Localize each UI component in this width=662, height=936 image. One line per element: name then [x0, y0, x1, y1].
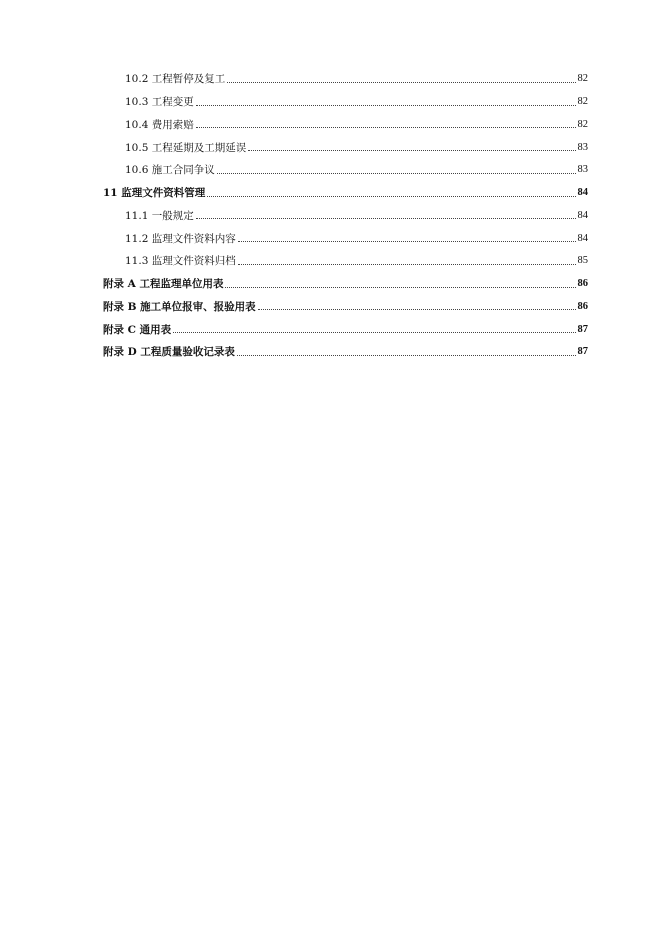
toc-entry[interactable] [103, 199, 588, 222]
toc-dot-leader [227, 82, 575, 83]
toc-entry-page: 82 [577, 96, 588, 107]
toc-appendix-entry[interactable] [103, 267, 588, 290]
toc-entry-page: 86 [577, 300, 588, 312]
toc-entry-title: 11.3 监理文件资料归档 [125, 255, 236, 268]
toc-appendix-entry[interactable] [103, 290, 588, 313]
toc-entry[interactable] [103, 244, 588, 267]
toc-entry-page: 85 [577, 255, 588, 267]
toc-dot-leader [237, 355, 576, 356]
toc-dot-leader [196, 127, 576, 128]
toc-entry-title: 附录 B 施工单位报审、报验用表 [103, 300, 256, 313]
toc-dot-leader [225, 287, 575, 288]
toc-entry-page: 84 [577, 187, 588, 198]
toc-dot-leader [258, 309, 576, 310]
toc-entry-title: 附录 A 工程监理单位用表 [103, 278, 224, 290]
toc-entry[interactable] [103, 108, 588, 131]
toc-appendix-entry[interactable] [103, 335, 588, 358]
toc-entry-title: 10.2 工程暂停及复工 [125, 73, 226, 86]
toc-entry[interactable] [103, 153, 588, 176]
toc-dot-leader [217, 173, 576, 174]
toc-entry-title: 10.4 费用索赔 [125, 118, 194, 131]
toc-entry-page: 84 [577, 232, 588, 244]
toc-dot-leader [196, 105, 576, 106]
toc-entry[interactable] [103, 221, 588, 244]
toc-entry-page: 86 [577, 278, 588, 289]
table-of-contents [103, 62, 588, 358]
toc-entry-title: 11 监理文件资料管理 [103, 187, 206, 199]
toc-dot-leader [248, 150, 575, 151]
toc-entry-title: 10.3 工程变更 [125, 96, 194, 108]
toc-entry-page: 83 [577, 164, 588, 176]
toc-entry[interactable] [103, 130, 588, 153]
toc-entry-page: 87 [577, 323, 588, 335]
toc-entry-page: 83 [577, 141, 588, 153]
toc-entry-title: 附录 C 通用表 [103, 323, 172, 336]
toc-entry-title: 11.1 一般规定 [125, 209, 194, 222]
toc-entry-page: 87 [577, 346, 588, 358]
toc-appendix-entry[interactable] [103, 312, 588, 335]
toc-entry[interactable] [103, 85, 588, 108]
toc-dot-leader [207, 196, 575, 197]
toc-entry-title: 11.2 监理文件资料内容 [125, 232, 236, 245]
toc-entry-title: 10.6 施工合同争议 [125, 164, 215, 177]
toc-dot-leader [173, 332, 575, 333]
toc-entry-title: 10.5 工程延期及工期延误 [125, 141, 247, 154]
toc-entry-title: 附录 D 工程质量验收记录表 [103, 346, 235, 359]
toc-entry-page: 84 [577, 209, 588, 221]
toc-dot-leader [238, 264, 576, 265]
toc-entry-page: 82 [577, 118, 588, 130]
toc-dot-leader [196, 218, 576, 219]
toc-entry[interactable] [103, 62, 588, 85]
toc-entry-page: 82 [577, 73, 588, 85]
toc-chapter-entry[interactable] [103, 176, 588, 199]
toc-dot-leader [238, 241, 576, 242]
